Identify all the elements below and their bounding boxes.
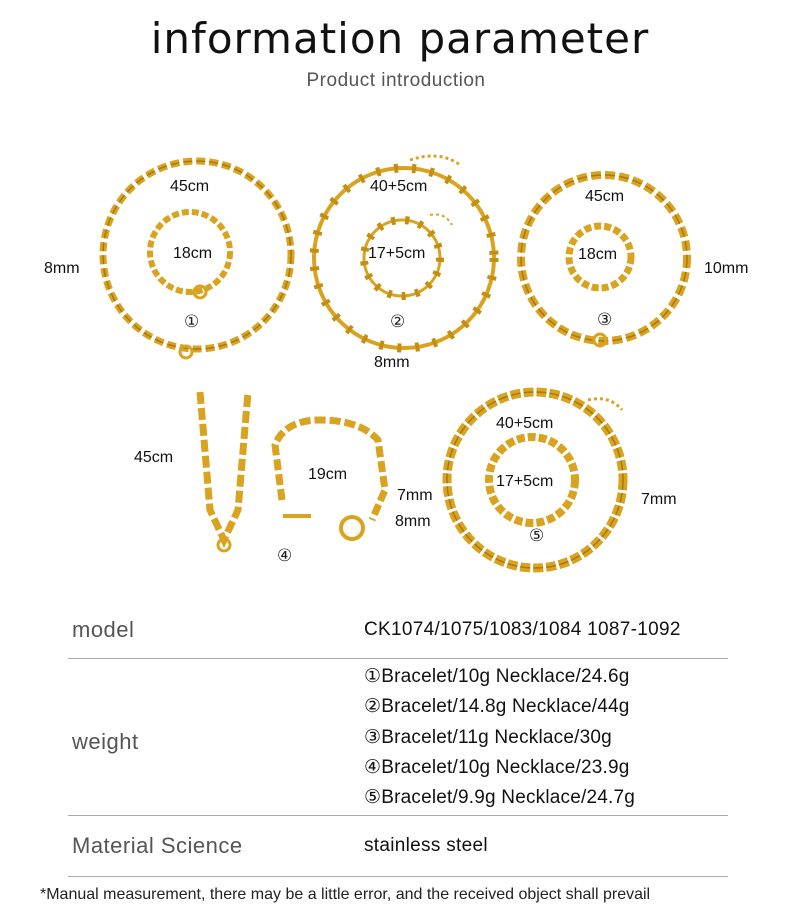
product-5-width: 7mm <box>641 491 677 508</box>
product-1-necklace-length: 45cm <box>170 178 210 195</box>
page-subtitle: Product introduction <box>306 70 486 91</box>
model-label: model <box>72 617 135 642</box>
product-1-marker: ① <box>184 312 200 332</box>
product-1-bracelet-length: 18cm <box>173 245 213 262</box>
toggle-ring <box>341 517 363 539</box>
divider <box>68 658 728 659</box>
product-4-marker: ④ <box>277 546 293 566</box>
product-4-width-b: 8mm <box>395 513 431 530</box>
weight-label: weight <box>72 729 139 754</box>
product-4-necklace-length: 45cm <box>134 449 174 466</box>
product-5-marker: ⑤ <box>529 526 545 546</box>
weight-line: ①Bracelet/10g Necklace/24.6g <box>364 666 630 687</box>
weight-line: ②Bracelet/14.8g Necklace/44g <box>364 696 630 717</box>
material-label: Material Science <box>72 833 243 858</box>
product-2-necklace-length: 40+5cm <box>370 178 428 195</box>
model-value: CK1074/1075/1083/1084 1087-1092 <box>364 619 681 640</box>
divider <box>68 876 728 877</box>
product-4-illustration <box>200 392 385 551</box>
product-3-marker: ③ <box>597 310 613 330</box>
product-3-bracelet-length: 18cm <box>578 246 618 263</box>
product-3-necklace-length: 45cm <box>585 188 625 205</box>
extender-chain <box>430 214 452 225</box>
product-4-bracelet-length: 19cm <box>308 466 348 483</box>
page-title: information parameter <box>150 14 650 63</box>
product-1-width: 8mm <box>44 260 80 277</box>
extender-chain <box>410 156 460 165</box>
product-5-bracelet-length: 17+5cm <box>496 473 554 490</box>
product-2-bracelet-length: 17+5cm <box>368 245 426 262</box>
product-5-necklace-length: 40+5cm <box>496 415 554 432</box>
material-value: stainless steel <box>364 835 488 856</box>
divider <box>68 815 728 816</box>
measurement-footnote: *Manual measurement, there may be a little error, and the received object shall prevail <box>40 886 651 903</box>
product-3-width: 10mm <box>704 260 749 277</box>
product-2-width: 8mm <box>374 354 410 371</box>
weight-line: ③Bracelet/11g Necklace/30g <box>364 727 612 748</box>
necklace-chain <box>200 392 248 540</box>
product-4-width-a: 7mm <box>397 487 433 504</box>
weight-line: ④Bracelet/10g Necklace/23.9g <box>364 757 630 778</box>
weight-line: ⑤Bracelet/9.9g Necklace/24.7g <box>364 787 636 808</box>
product-2-marker: ② <box>390 312 406 332</box>
